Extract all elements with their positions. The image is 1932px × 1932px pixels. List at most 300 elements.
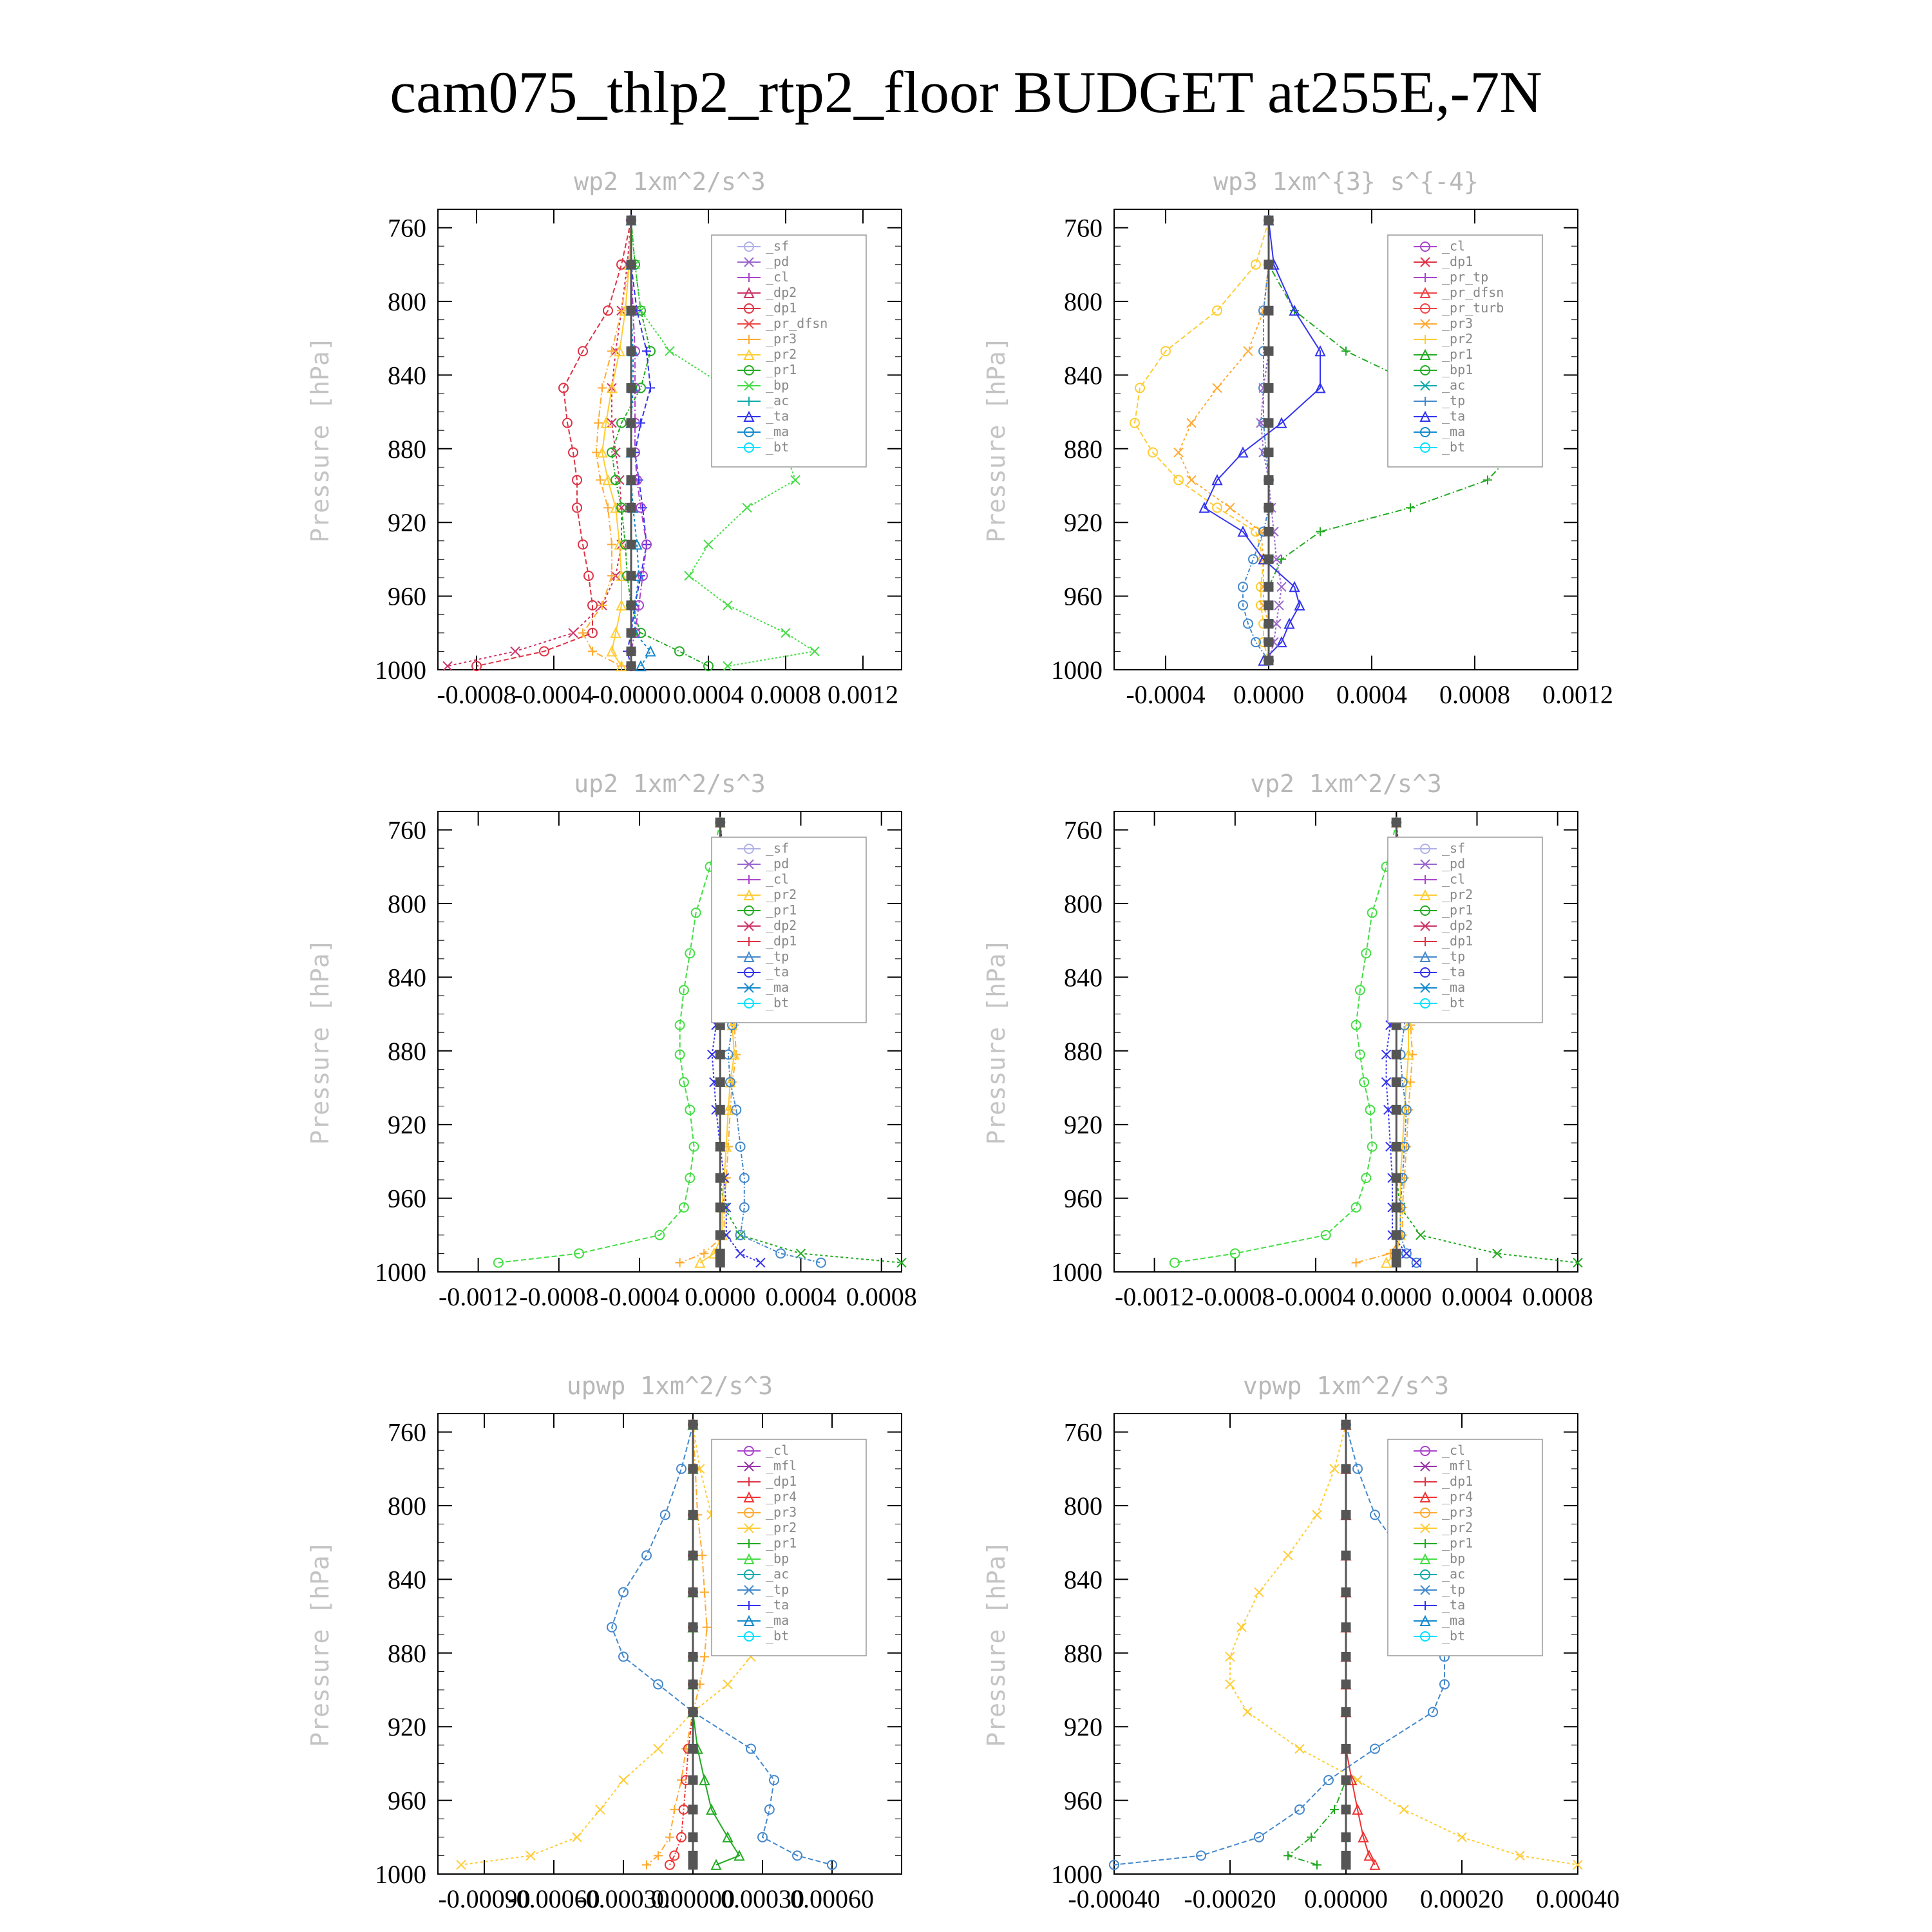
data-point [685,571,694,580]
data-point [642,1551,651,1560]
series-line-pr1 [612,220,708,666]
data-point [700,1653,709,1662]
data-point [1392,1203,1401,1212]
legend-entry: _ta [1442,408,1466,424]
legend-entry: _bp [766,377,790,393]
data-point [1457,1833,1466,1842]
legend-entry: _dp2 [766,285,797,300]
data-point [1295,1745,1304,1754]
data-point [743,503,752,512]
data-point [607,540,616,549]
legend-entry: _pr2 [1442,1520,1473,1535]
legend-entry: _ta [766,408,790,424]
data-point [715,1105,724,1114]
x-tick-label: -0.0008 [1195,1282,1275,1311]
data-point [1316,527,1325,536]
data-point [1264,582,1273,591]
data-point [1392,1077,1401,1086]
legend-entry: _ta [1442,1597,1466,1613]
legend-entry: _pd [766,856,790,871]
data-point [1392,1249,1401,1258]
data-point [1213,306,1222,315]
data-point [627,601,636,610]
data-point [688,1653,697,1662]
data-point [688,1707,697,1716]
data-point [796,1249,805,1258]
data-point [715,1142,724,1151]
legend-entry: _dp1 [1442,1473,1473,1489]
y-axis-label: Pressure [hPa] [306,1540,334,1747]
legend-entry: _cl [1442,871,1466,887]
legend-entry: _bp [766,1551,790,1566]
data-point [607,571,616,580]
data-point [627,306,636,315]
legend-entry: _bp1 [1442,362,1473,377]
chart-panel-2 [982,167,1613,709]
data-point [1483,475,1492,484]
panel-title: up2 1xm^2/s^3 [574,770,766,798]
y-tick-label: 800 [388,1492,426,1520]
legend-entry: _pr1 [766,362,797,377]
data-point [688,1805,697,1814]
series-line-dp1 [477,220,631,666]
legend-entry: _tp [1442,1582,1466,1597]
page-title: cam075_thlp2_rtp2_floor BUDGET at255E,-7N [390,59,1542,125]
legend-entry: _ac [1442,377,1466,393]
legend-entry: _pd [766,254,790,269]
y-tick-label: 800 [1064,1492,1103,1520]
y-tick-label: 960 [388,1184,426,1213]
legend-entry: _pr_turb [1442,300,1504,316]
data-point [700,1587,709,1596]
data-point [791,475,800,484]
data-point [1341,1707,1350,1716]
data-point [688,1587,697,1596]
x-tick-label: 0.0004 [1336,680,1407,709]
x-tick-label: -0.0008 [437,680,516,709]
panel-title: vpwp 1xm^2/s^3 [1242,1372,1450,1400]
data-point [1264,346,1273,355]
data-point [627,419,636,428]
y-tick-label: 1000 [1051,656,1103,685]
data-point [703,1623,712,1632]
legend-entry: _ma [1442,1613,1466,1628]
data-point [1187,419,1196,428]
data-point [1264,527,1273,536]
x-tick-label: 0.0000 [685,1282,756,1311]
x-tick-label: 0.0008 [846,1282,917,1311]
chart-panel-5 [306,1372,902,1913]
data-point [1392,1105,1401,1114]
x-tick-label: 0.0012 [828,680,898,709]
legend-entry: _dp1 [766,300,797,316]
data-point [1249,554,1258,564]
y-tick-label: 800 [388,287,426,316]
x-tick-label: 0.0000 [1233,680,1304,709]
y-tick-label: 760 [1064,1417,1103,1447]
data-point [1255,1587,1264,1596]
legend-entry: _tp [1442,949,1466,964]
data-point [603,503,612,512]
data-point [1341,1776,1350,1785]
data-point [1264,260,1273,269]
legend-entry: _dp1 [1442,254,1473,269]
data-point [1226,1653,1235,1662]
data-point [688,1551,697,1560]
x-tick-label: 0.00000 [651,1884,735,1913]
legend-entry: _bt [1442,439,1466,455]
data-point [511,647,520,656]
data-point [1392,1258,1401,1267]
data-point [573,1833,582,1842]
data-point [1264,448,1273,457]
data-point [704,540,713,549]
data-point [1264,475,1273,484]
y-tick-label: 800 [1064,287,1103,316]
legend-entry: _ac [1442,1566,1466,1582]
x-tick-label: -0.0012 [1114,1282,1195,1311]
data-point [627,475,636,484]
y-tick-label: 800 [1064,889,1103,918]
data-point [715,818,724,827]
legend-entry: _pr_tp [1442,269,1489,285]
data-point [1352,1258,1361,1267]
y-tick-label: 1000 [375,1258,426,1287]
data-point [1174,475,1183,484]
series-line-pr4 [670,1425,693,1865]
data-point [1174,448,1183,457]
y-axis-label: Pressure [hPa] [306,336,334,543]
data-point [1264,503,1273,512]
data-point [696,1258,705,1267]
series-line-pr2 [1135,220,1269,660]
x-tick-label: 0.0004 [1441,1282,1513,1311]
legend-entry: _tp [766,949,790,964]
data-point [715,1258,724,1267]
legend-entry: _sf [766,238,790,254]
legend-entry: _pr3 [766,331,797,346]
data-point [569,629,578,638]
data-point [817,1258,826,1267]
legend-entry: _cl [766,871,790,887]
legend-entry: _bp [1442,1551,1466,1566]
data-point [676,1258,685,1267]
data-point [688,1851,697,1860]
data-point [1341,1833,1350,1842]
legend-entry: _pr1 [1442,1535,1473,1551]
series-line-pr2 [647,1425,707,1865]
data-point [1341,1510,1350,1519]
data-point [627,503,636,512]
data-point [1295,1805,1304,1814]
x-tick-label: -0.0008 [519,1282,599,1311]
x-tick-label: -0.00020 [1184,1884,1276,1913]
x-tick-label: -0.00060 [507,1884,600,1913]
data-point [688,1510,697,1519]
series-line-pr3 [1179,220,1269,660]
y-tick-label: 760 [1064,815,1103,845]
data-point [1187,475,1196,484]
y-tick-label: 760 [388,815,426,845]
y-tick-label: 760 [388,213,426,243]
x-tick-label: 0.0004 [765,1282,837,1311]
legend-entry: _cl [766,269,790,285]
chart-panel-1 [306,167,902,709]
series-line-tp [1243,220,1269,660]
legend-entry: _bt [1442,1628,1466,1643]
data-point [746,1745,755,1754]
legend-entry: _pr3 [766,1504,797,1520]
legend-entry: _pr4 [766,1489,797,1504]
data-point [688,1680,697,1689]
x-tick-label: 0.0000 [1361,1282,1432,1311]
panel-title: upwp 1xm^2/s^3 [566,1372,773,1400]
legend-entry: _cl [1442,238,1466,254]
data-point [688,1745,697,1754]
legend-entry: _pr2 [1442,887,1473,902]
data-point [736,1249,745,1258]
data-point [1416,1231,1425,1240]
data-point [598,383,607,392]
legend-entry: _pr1 [766,902,797,918]
data-point [1264,620,1273,629]
data-point [715,1050,724,1059]
panel-title: wp2 1xm^2/s^3 [574,167,766,196]
data-point [715,1203,724,1212]
chart-panel-3 [306,770,917,1311]
y-tick-label: 920 [1064,1110,1103,1140]
data-point [627,260,636,269]
data-point [1264,419,1273,428]
legend-entry: _ma [766,1613,790,1628]
y-axis-label: Pressure [hPa] [306,938,334,1145]
data-point [675,647,684,656]
data-point [1353,1464,1362,1473]
data-point [1392,1050,1401,1059]
data-point [1244,346,1253,355]
y-tick-label: 760 [1064,213,1103,243]
legend-entry: _ta [1442,964,1466,980]
legend-entry: _pr2 [1442,331,1473,346]
y-tick-label: 880 [388,1036,426,1066]
legend-entry: _pr1 [1442,902,1473,918]
y-tick-label: 840 [388,1565,426,1595]
data-point [627,216,636,225]
x-tick-label: -0.0000 [591,680,671,709]
data-point [627,571,636,580]
data-point [1312,1510,1321,1519]
data-point [1341,1623,1350,1632]
data-point [677,1833,686,1842]
series-line-bp [1288,1425,1346,1865]
data-point [715,1077,724,1086]
data-point [688,1420,697,1429]
legend-entry: _dp1 [1442,933,1473,949]
data-point [1237,1623,1246,1632]
data-point [1226,503,1235,512]
y-tick-label: 920 [1064,1712,1103,1742]
data-point [1226,1680,1235,1689]
y-tick-label: 960 [1064,1184,1103,1213]
y-tick-label: 880 [1064,434,1103,464]
data-point [715,1231,724,1240]
data-point [1341,1653,1350,1662]
y-tick-label: 840 [1064,963,1103,992]
panel-title: wp3 1xm^{3} s^{-4} [1213,167,1479,196]
data-point [594,419,603,428]
legend-entry: _ma [1442,424,1466,439]
data-point [1341,1587,1350,1596]
data-point [654,1745,663,1754]
data-point [1264,601,1273,610]
series-line-dp1 [1175,822,1396,1263]
legend-entry: _cl [1442,1443,1466,1458]
data-point [627,346,636,355]
data-point [596,475,605,484]
x-tick-label: -0.00040 [1068,1884,1160,1913]
data-point [665,1833,674,1842]
data-point [1264,656,1273,665]
data-point [688,1833,697,1842]
data-point [1264,216,1273,225]
x-tick-label: 0.00040 [1536,1884,1620,1913]
y-tick-label: 920 [388,508,426,538]
legend-entry: _pr3 [1442,316,1473,331]
legend-entry: _mfl [766,1458,797,1473]
legend-entry: _dp1 [766,933,797,949]
data-point [688,1776,697,1785]
legend-entry: _pr2 [766,1520,797,1535]
data-point [627,661,636,670]
legend-entry: _mfl [1442,1458,1473,1473]
data-point [1341,1805,1350,1814]
x-tick-label: -0.0004 [1276,1282,1356,1311]
data-point [1392,1231,1401,1240]
x-tick-label: -0.0004 [600,1282,679,1311]
data-point [1384,1105,1393,1114]
legend-entry: _ta [766,1597,790,1613]
y-axis-label: Pressure [hPa] [982,336,1010,543]
data-point [627,448,636,457]
legend-entry: _ta [766,964,790,980]
legend-entry: _cl [766,1443,790,1458]
legend-entry: _pr2 [766,887,797,902]
data-point [1392,818,1401,827]
data-point [1251,260,1260,269]
x-tick-label: -0.00090 [438,1884,531,1913]
x-tick-label: 0.0012 [1542,680,1613,709]
data-point [723,601,732,610]
data-point [715,1173,724,1182]
data-point [1283,1851,1293,1860]
data-point [1341,1551,1350,1560]
y-tick-label: 920 [388,1712,426,1742]
data-point [756,1258,765,1267]
data-point [627,629,636,638]
series-line-pr2 [602,220,631,666]
legend-entry: _bt [766,995,790,1010]
x-tick-label: 0.0008 [1522,1282,1593,1311]
y-tick-label: 800 [388,889,426,918]
data-point [627,540,636,549]
series-line-dp1 [498,822,720,1263]
chart-panel-6 [982,1372,1620,1913]
data-point [1330,1464,1339,1473]
legend-entry: _ac [766,1566,790,1582]
data-point [1283,1551,1293,1560]
y-tick-label: 840 [1064,361,1103,390]
data-point [677,1464,686,1473]
y-tick-label: 960 [1064,1786,1103,1815]
data-point [810,647,819,656]
legend-entry: _ac [766,393,790,408]
y-tick-label: 920 [1064,508,1103,538]
legend-entry: _sf [766,840,790,856]
data-point [665,346,674,355]
panel-title: vp2 1xm^2/s^3 [1250,770,1442,798]
data-point [1352,1203,1361,1212]
x-tick-label: 0.00000 [1304,1884,1388,1913]
y-tick-label: 1000 [1051,1258,1103,1287]
legend-entry: _sf [1442,840,1466,856]
x-tick-label: 0.00060 [790,1884,874,1913]
data-point [1399,1805,1408,1814]
y-tick-label: 760 [388,1417,426,1447]
data-point [646,383,655,392]
data-point [781,629,790,638]
x-tick-label: 0.00020 [1420,1884,1504,1913]
x-tick-label: -0.00030 [577,1884,670,1913]
data-point [688,1623,697,1632]
data-point [723,1680,732,1689]
y-tick-label: 920 [388,1110,426,1140]
data-point [627,647,636,656]
data-point [670,1805,679,1814]
legend-entry: _pr4 [1442,1489,1473,1504]
data-point [1392,1142,1401,1151]
legend-entry: _dp1 [766,1473,797,1489]
legend-entry: _pd [1442,856,1466,871]
data-point [1406,503,1415,512]
data-point [642,1861,651,1870]
data-point [1277,554,1286,564]
y-tick-label: 960 [388,582,426,611]
data-point [588,647,597,656]
data-point [596,1805,605,1814]
legend-entry: _bt [1442,995,1466,1010]
data-point [1341,1861,1350,1870]
legend-entry: _pr_dfsn [766,316,828,331]
y-tick-label: 960 [1064,582,1103,611]
y-tick-label: 880 [1064,1638,1103,1668]
data-point [697,1551,706,1560]
data-point [1341,1464,1350,1473]
data-point [457,1861,466,1870]
legend-entry: _bt [766,1628,790,1643]
y-axis-label: Pressure [hPa] [982,938,1010,1145]
data-point [1392,1173,1401,1182]
y-axis-label: Pressure [hPa] [982,1540,1010,1747]
legend-entry: _ma [766,980,790,995]
x-tick-label: 0.0004 [673,680,744,709]
y-tick-label: 960 [388,1786,426,1815]
x-tick-label: 0.0008 [750,680,821,709]
data-point [1213,383,1222,392]
data-point [688,1861,697,1870]
data-point [1412,1258,1421,1267]
data-point [1264,306,1273,315]
x-tick-label: 0.0008 [1439,680,1510,709]
